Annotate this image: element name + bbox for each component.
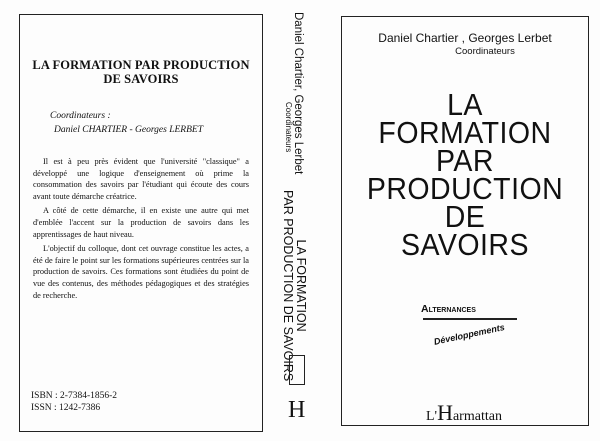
series-divider bbox=[423, 318, 517, 320]
front-title-line-4: PRODUCTION bbox=[366, 171, 564, 206]
front-title-line-2: FORMATION bbox=[378, 115, 552, 150]
publisher-prefix: L' bbox=[426, 409, 438, 424]
blurb-paragraph-2: A côté de cette démarche, il en existe une autre qui met d'emblée l'accent sur la production de savoirs dans les apprentissages de haut niveau. bbox=[33, 206, 249, 239]
sub-series-name: Développements bbox=[433, 322, 506, 347]
series-name: Alternances bbox=[421, 303, 476, 315]
isbn-block bbox=[31, 390, 117, 414]
spine-authors: Daniel Chartier, Georges Lerbet bbox=[292, 12, 304, 175]
spine-title-line-2: PAR PRODUCTION DE SAVOIRS bbox=[281, 190, 295, 382]
back-title-line-1: LA FORMATION PAR PRODUCTION bbox=[32, 58, 250, 72]
front-title-line-1: LA bbox=[447, 87, 483, 122]
blurb-paragraph-1: Il est à peu près évident que l'université "classique" a développé une logique d'enseignement où prime la consommation des savoirs par l'étudiant qui écoute des cours avant toute démarche créatrice. bbox=[33, 157, 249, 201]
front-coordinators: Coordinateurs bbox=[455, 46, 515, 57]
front-title-line-6: SAVOIRS bbox=[401, 227, 529, 262]
back-title-line-2: DE SAVOIRS bbox=[103, 72, 179, 86]
spine-title bbox=[281, 190, 307, 381]
publisher-logo bbox=[426, 400, 502, 426]
coordinators-label: Coordinateurs : bbox=[50, 111, 111, 121]
back-cover-title bbox=[19, 58, 263, 86]
spine-publisher-logo: H bbox=[288, 397, 306, 423]
coordinators-names: Daniel CHARTIER - Georges LERBET bbox=[54, 125, 203, 135]
publisher-initial: H bbox=[437, 400, 453, 425]
front-authors: Daniel Chartier , Georges Lerbet bbox=[378, 31, 552, 45]
back-cover-blurb bbox=[33, 156, 249, 304]
front-title bbox=[351, 87, 579, 262]
issn: ISSN : 1242-7386 bbox=[31, 403, 101, 413]
blurb-paragraph-3: L'objectif du colloque, dont cet ouvrage constitue les actes, a été de faire le point sur les formations supérieures centrées sur la production de savoirs. Ces formations sont étudiées du point de vue des contenus, des méthodes pédagogiques et des stratégies de recherche. bbox=[33, 244, 249, 300]
front-title-line-5: DE bbox=[444, 199, 486, 234]
front-title-line-3: PAR bbox=[436, 143, 494, 178]
publisher-rest: armattan bbox=[452, 409, 502, 424]
isbn: ISBN : 2-7384-1856-2 bbox=[31, 391, 118, 401]
spine-box bbox=[289, 355, 305, 385]
spine-coordinators: Coordinateurs bbox=[284, 102, 293, 153]
spine-title-line-1: LA FORMATION bbox=[294, 239, 308, 332]
